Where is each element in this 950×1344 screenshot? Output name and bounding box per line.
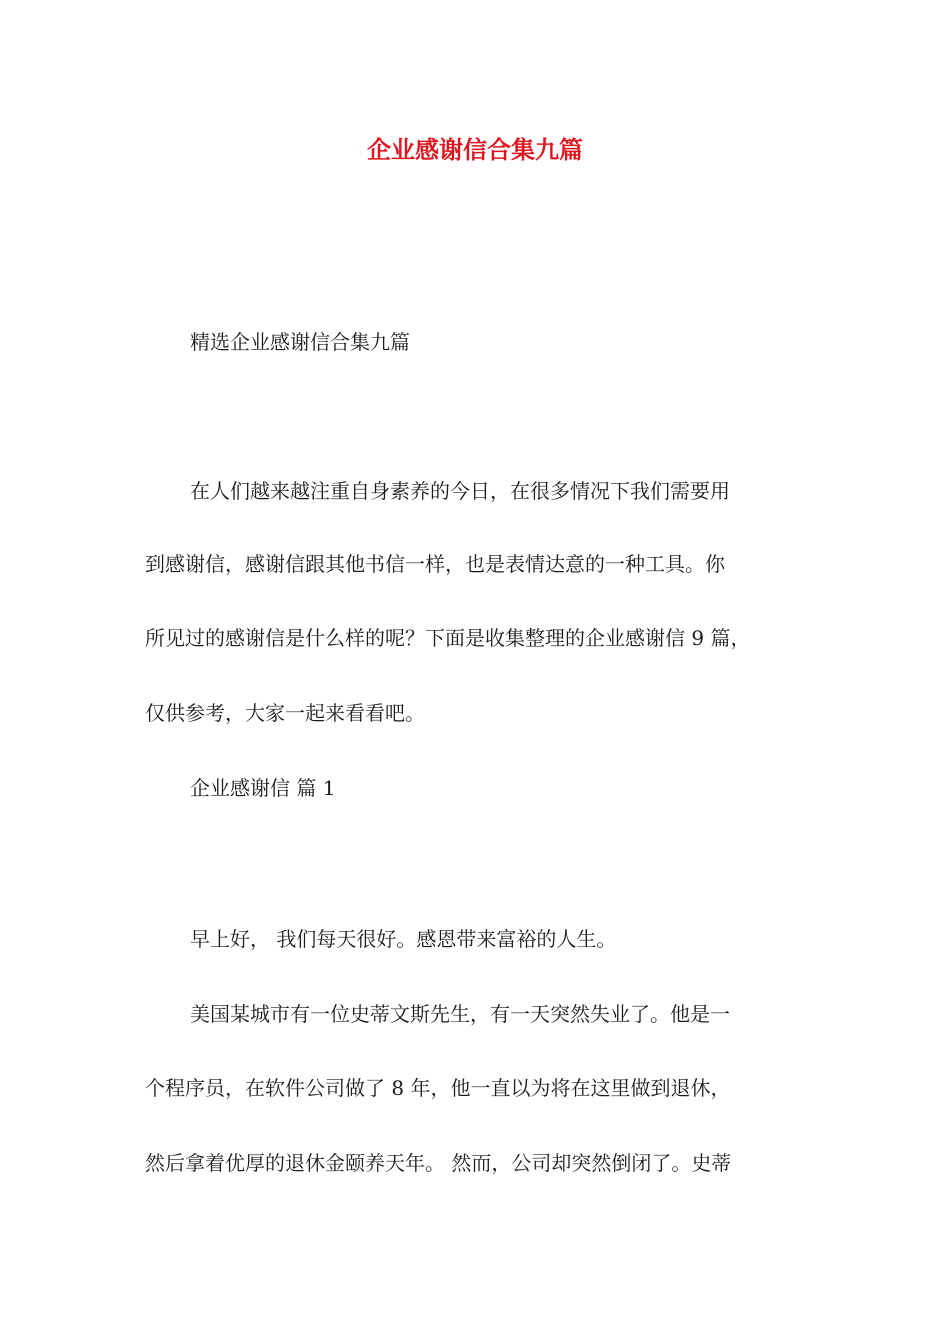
paragraph-line: 在人们越来越注重自身素养的今日，在很多情况下我们需要用 bbox=[190, 479, 730, 503]
subtitle-line: 精选企业感谢信合集九篇 bbox=[190, 330, 410, 354]
paragraph-line: 到感谢信，感谢信跟其他书信一样，也是表情达意的一种工具。你 bbox=[145, 552, 725, 576]
document-title: 企业感谢信合集九篇 bbox=[367, 135, 583, 164]
paragraph-line: 早上好， 我们每天很好。感恩带来富裕的人生。 bbox=[190, 927, 617, 951]
paragraph-line: 美国某城市有一位史蒂文斯先生，有一天突然失业了。他是一 bbox=[190, 1002, 730, 1026]
paragraph-line: 然后拿着优厚的退休金颐养天年。 然而，公司却突然倒闭了。史蒂 bbox=[145, 1151, 732, 1175]
section-heading: 企业感谢信 篇 1 bbox=[190, 776, 336, 800]
paragraph-line: 仅供参考，大家一起来看看吧。 bbox=[145, 701, 425, 725]
paragraph-line: 个程序员，在软件公司做了 8 年，他一直以为将在这里做到退休， bbox=[145, 1076, 731, 1100]
paragraph-line: 所见过的感谢信是什么样的呢？下面是收集整理的企业感谢信 9 篇， bbox=[145, 626, 751, 650]
